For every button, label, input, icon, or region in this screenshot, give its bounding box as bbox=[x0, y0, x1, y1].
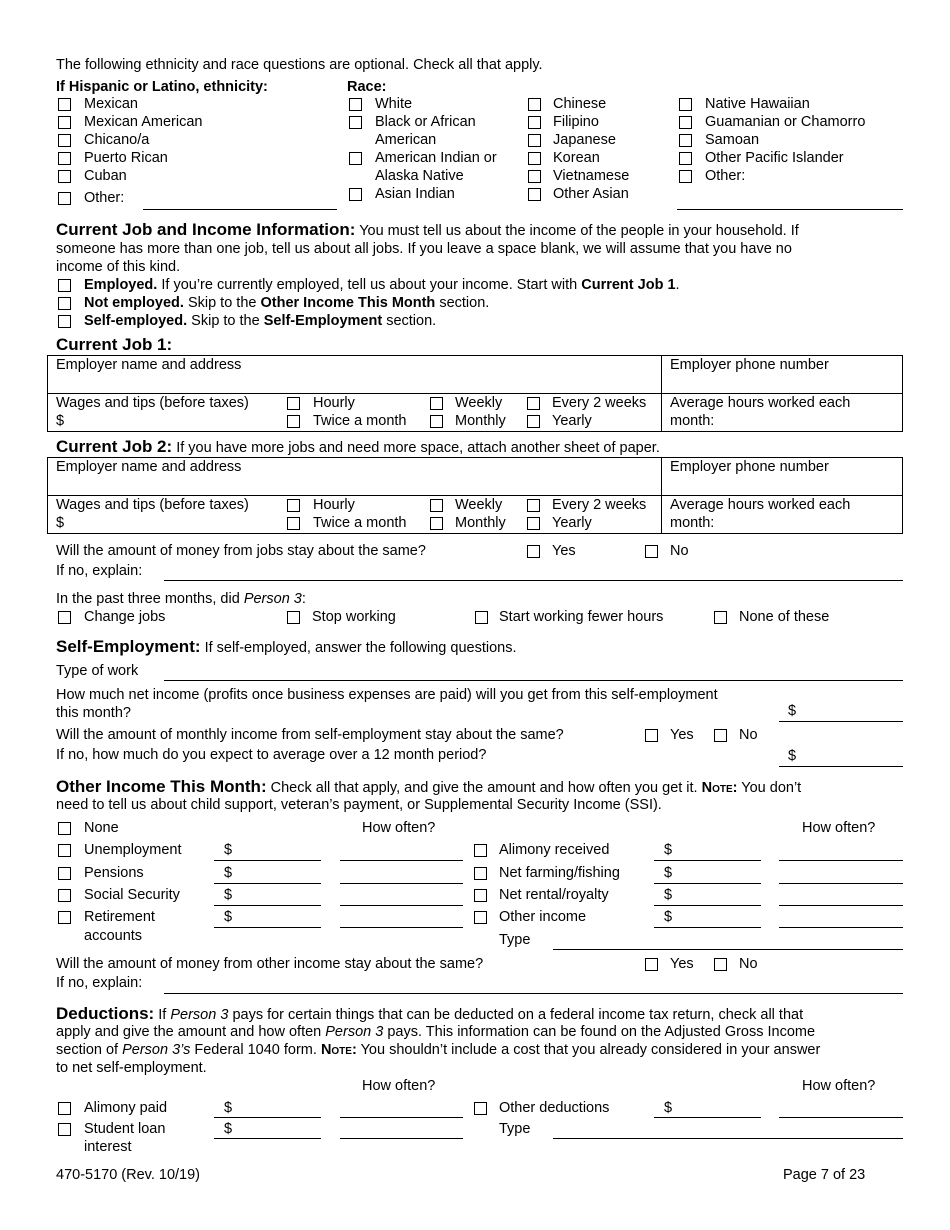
job2-monthly-label: Monthly bbox=[455, 515, 506, 531]
oi-other-frequency[interactable] bbox=[779, 927, 903, 928]
jobs-same-no-label: No bbox=[670, 543, 689, 559]
job1-wages-dollar[interactable]: $ bbox=[56, 413, 65, 429]
oi-retirement-checkbox[interactable] bbox=[58, 911, 71, 924]
job-info-text1: You must tell us about the income of the people in your household. If bbox=[359, 223, 799, 239]
oi-pensions-frequency[interactable] bbox=[340, 883, 463, 884]
oi-unemployment-checkbox[interactable] bbox=[58, 844, 71, 857]
job1-wages-label: Wages and tips (before taxes) bbox=[56, 395, 249, 411]
ded-student-loan-checkbox[interactable] bbox=[58, 1123, 71, 1136]
race-guamanian-checkbox[interactable] bbox=[679, 116, 692, 129]
eth-chicano-label: Chicano/a bbox=[84, 132, 150, 148]
deductions-t3c: You shouldn’t include a cost that you already considered in your answer bbox=[360, 1042, 821, 1058]
past3-change-jobs-label: Change jobs bbox=[84, 609, 166, 625]
race-white-label: White bbox=[375, 96, 413, 112]
job2-employer-label[interactable]: Employer name and address bbox=[56, 459, 242, 475]
oi-farming-amount[interactable] bbox=[654, 883, 761, 884]
oi-same-no-label: No bbox=[739, 956, 758, 972]
ded-other-amount[interactable] bbox=[654, 1117, 761, 1118]
type-of-work-label: Type of work bbox=[56, 663, 139, 679]
job2-phone-label[interactable]: Employer phone number bbox=[670, 459, 829, 475]
not-employed-end: section. bbox=[439, 295, 490, 311]
oi-same-no-checkbox[interactable] bbox=[714, 958, 727, 971]
oi-pensions-label: Pensions bbox=[84, 865, 144, 881]
eth-puerto-rican-label: Puerto Rican bbox=[84, 150, 168, 166]
oi-alimony-dollar: $ bbox=[664, 842, 673, 858]
self-employed-end: section. bbox=[386, 313, 437, 329]
oi-social-security-amount[interactable] bbox=[214, 905, 321, 906]
deductions-t1b: pays for certain things that can be deducted on a federal income tax return, check all that bbox=[232, 1007, 804, 1023]
past3-none-label: None of these bbox=[739, 609, 830, 625]
job1-every2-checkbox[interactable] bbox=[527, 397, 540, 410]
other-income-text3: need to tell us about child support, veteran’s payment, or Supplemental Security Income (SSI). bbox=[56, 797, 662, 813]
self-employed-text: Skip to the bbox=[191, 313, 260, 329]
oi-retirement-label: Retirement bbox=[84, 909, 155, 925]
se-same-yes-label: Yes bbox=[670, 727, 694, 743]
self-employed-option bbox=[84, 313, 436, 330]
oi-unemployment-frequency[interactable] bbox=[340, 860, 463, 861]
job1-yearly-label: Yearly bbox=[552, 413, 592, 429]
race-filipino-checkbox[interactable] bbox=[528, 116, 541, 129]
past3-colon: : bbox=[301, 591, 306, 607]
ded-student-loan-amount[interactable] bbox=[214, 1138, 321, 1139]
oi-none-checkbox[interactable] bbox=[58, 822, 71, 835]
intro-text: The following ethnicity and race questions are optional. Check all that apply. bbox=[56, 57, 543, 73]
page-number: Page 7 of 23 bbox=[783, 1167, 866, 1183]
oi-rental-amount[interactable] bbox=[654, 905, 761, 906]
ded-other-dollar: $ bbox=[664, 1100, 673, 1116]
job-info-line1 bbox=[56, 221, 799, 240]
self-employment-heading: Self-Employment: bbox=[56, 637, 201, 656]
se-same-yes-checkbox[interactable] bbox=[645, 729, 658, 742]
race-chinese-label: Chinese bbox=[553, 96, 607, 112]
race-black-label: Black or African bbox=[375, 114, 476, 130]
job1-avg-hours-label: Average hours worked each bbox=[670, 395, 851, 411]
ded-type-field[interactable] bbox=[553, 1138, 903, 1139]
job2-yearly-checkbox[interactable] bbox=[527, 517, 540, 530]
race-guamanian-label: Guamanian or Chamorro bbox=[705, 114, 866, 130]
job2-hourly-label: Hourly bbox=[313, 497, 355, 513]
type-of-work-field[interactable] bbox=[164, 680, 903, 681]
race-black-label-cont: American bbox=[375, 132, 437, 148]
job1-heading: Current Job 1: bbox=[56, 335, 173, 354]
other-income-heading: Other Income This Month: bbox=[56, 777, 267, 796]
oi-social-security-frequency[interactable] bbox=[340, 905, 463, 906]
ded-student-loan-label: Student loan bbox=[84, 1121, 166, 1137]
job2-weekly-checkbox[interactable] bbox=[430, 499, 443, 512]
oi-farming-checkbox[interactable] bbox=[474, 867, 487, 880]
job1-twice-label: Twice a month bbox=[313, 413, 407, 429]
race-filipino-label: Filipino bbox=[553, 114, 599, 130]
jobs-same-question: Will the amount of money from jobs stay about the same? bbox=[56, 543, 426, 559]
past3-person: Person 3 bbox=[243, 591, 302, 607]
oi-unemployment-label: Unemployment bbox=[84, 842, 182, 858]
oi-how-often-left: How often? bbox=[362, 820, 436, 836]
job1-employer-label[interactable]: Employer name and address bbox=[56, 357, 242, 373]
form-number: 470-5170 (Rev. 10/19) bbox=[56, 1167, 201, 1183]
ded-other-label: Other deductions bbox=[499, 1100, 610, 1116]
jobs-same-no-checkbox[interactable] bbox=[645, 545, 658, 558]
eth-mexican-american-checkbox[interactable] bbox=[58, 116, 71, 129]
past3-change-jobs-checkbox[interactable] bbox=[58, 611, 71, 624]
other-income-line1 bbox=[56, 778, 801, 797]
se-same-no-label: No bbox=[739, 727, 758, 743]
oi-alimony-checkbox[interactable] bbox=[474, 844, 487, 857]
deductions-t1a: If bbox=[158, 1007, 167, 1023]
job2-note: If you have more jobs and need more space, attach another sheet of paper. bbox=[176, 440, 660, 456]
employed-option bbox=[84, 277, 680, 294]
race-japanese-label: Japanese bbox=[553, 132, 616, 148]
job2-monthly-checkbox[interactable] bbox=[430, 517, 443, 530]
job1-every2-label: Every 2 weeks bbox=[552, 395, 647, 411]
race-native-hawaiian-label: Native Hawaiian bbox=[705, 96, 810, 112]
job1-col-divider bbox=[661, 355, 662, 432]
race-american-indian-label: American Indian or bbox=[375, 150, 497, 166]
deductions-line3 bbox=[56, 1042, 820, 1059]
job1-hourly-checkbox[interactable] bbox=[287, 397, 300, 410]
employed-text: If you’re currently employed, tell us about your income. Start with bbox=[161, 277, 578, 293]
ded-other-frequency[interactable] bbox=[779, 1117, 903, 1118]
ded-alimony-label: Alimony paid bbox=[84, 1100, 168, 1116]
race-black-checkbox[interactable] bbox=[349, 116, 362, 129]
deductions-t3a: section of bbox=[56, 1042, 119, 1058]
net-income-dollar: $ bbox=[788, 703, 797, 719]
se-average-field[interactable] bbox=[779, 766, 903, 767]
se-same-question: Will the amount of monthly income from self-employment stay about the same? bbox=[56, 727, 564, 743]
eth-other-field[interactable] bbox=[143, 209, 337, 210]
eth-cuban-checkbox[interactable] bbox=[58, 170, 71, 183]
oi-other-checkbox[interactable] bbox=[474, 911, 487, 924]
se-average-question: If no, how much do you expect to average over a 12 month period? bbox=[56, 747, 487, 763]
self-employed-ref: Self-Employment bbox=[263, 313, 383, 329]
job-info-text2: someone has more than one job, tell us about all jobs. If you leave a space blank, we will assume that you have no bbox=[56, 241, 792, 257]
past3-none-checkbox[interactable] bbox=[714, 611, 727, 624]
past3-fewer-hours-label: Start working fewer hours bbox=[499, 609, 664, 625]
oi-same-yes-label: Yes bbox=[670, 956, 694, 972]
race-asian-indian-checkbox[interactable] bbox=[349, 188, 362, 201]
deductions-t3b: Federal 1040 form. bbox=[194, 1042, 317, 1058]
oi-explain-field[interactable] bbox=[164, 993, 903, 994]
ethnicity-title: If Hispanic or Latino, ethnicity: bbox=[56, 79, 268, 95]
not-employed-bold: Not employed. bbox=[84, 295, 184, 311]
race-other-pacific-label: Other Pacific Islander bbox=[705, 150, 844, 166]
job2-heading: Current Job 2: bbox=[56, 437, 173, 456]
ded-student-loan-dollar: $ bbox=[224, 1121, 233, 1137]
deductions-heading: Deductions: bbox=[56, 1004, 155, 1023]
race-white-checkbox[interactable] bbox=[349, 98, 362, 111]
oi-retirement-frequency[interactable] bbox=[340, 927, 463, 928]
oi-rental-dollar: $ bbox=[664, 887, 673, 903]
oi-retirement-label-cont: accounts bbox=[84, 928, 143, 944]
job2-row-divider bbox=[47, 495, 903, 496]
past3-stop-working-checkbox[interactable] bbox=[287, 611, 300, 624]
net-income-question-cont: this month? bbox=[56, 705, 131, 721]
employed-ref: Current Job 1 bbox=[581, 277, 676, 293]
net-income-field[interactable] bbox=[779, 721, 903, 722]
race-chinese-checkbox[interactable] bbox=[528, 98, 541, 111]
se-same-no-checkbox[interactable] bbox=[714, 729, 727, 742]
deductions-person-poss: Person 3’s bbox=[122, 1042, 191, 1058]
oi-social-security-dollar: $ bbox=[224, 887, 233, 903]
job1-monthly-label: Monthly bbox=[455, 413, 506, 429]
job1-yearly-checkbox[interactable] bbox=[527, 415, 540, 428]
eth-other-label: Other: bbox=[84, 190, 125, 206]
oi-farming-label: Net farming/fishing bbox=[499, 865, 620, 881]
oi-social-security-label: Social Security bbox=[84, 887, 180, 903]
oi-farming-frequency[interactable] bbox=[779, 883, 903, 884]
jobs-same-yes-label: Yes bbox=[552, 543, 576, 559]
race-korean-checkbox[interactable] bbox=[528, 152, 541, 165]
race-samoan-checkbox[interactable] bbox=[679, 134, 692, 147]
oi-retirement-amount[interactable] bbox=[214, 927, 321, 928]
oi-pensions-amount[interactable] bbox=[214, 883, 321, 884]
eth-mexican-label: Mexican bbox=[84, 96, 138, 112]
oi-unemployment-amount[interactable] bbox=[214, 860, 321, 861]
race-native-hawaiian-checkbox[interactable] bbox=[679, 98, 692, 111]
deductions-person: Person 3 bbox=[170, 1007, 229, 1023]
race-other-asian-label: Other Asian bbox=[553, 186, 629, 202]
oi-how-often-right: How often? bbox=[802, 820, 876, 836]
oi-farming-dollar: $ bbox=[664, 865, 673, 881]
job2-wages-label: Wages and tips (before taxes) bbox=[56, 497, 249, 513]
oi-same-question: Will the amount of money from other income stay about the same? bbox=[56, 956, 484, 972]
race-other-field[interactable] bbox=[677, 209, 903, 210]
other-income-note-label: Note: bbox=[701, 780, 738, 796]
job2-col-divider bbox=[661, 457, 662, 534]
race-american-indian-label-cont: Alaska Native bbox=[375, 168, 464, 184]
job2-avg-hours-label: Average hours worked each bbox=[670, 497, 851, 513]
race-asian-indian-label: Asian Indian bbox=[375, 186, 455, 202]
deductions-line4: to net self-employment. bbox=[56, 1060, 207, 1076]
self-employment-note: If self-employed, answer the following questions. bbox=[204, 640, 517, 656]
oi-other-label: Other income bbox=[499, 909, 587, 925]
oi-rental-frequency[interactable] bbox=[779, 905, 903, 906]
race-other-asian-checkbox[interactable] bbox=[528, 188, 541, 201]
race-american-indian-checkbox[interactable] bbox=[349, 152, 362, 165]
jobs-same-yes-checkbox[interactable] bbox=[527, 545, 540, 558]
ded-how-often-left: How often? bbox=[362, 1078, 436, 1094]
deductions-note-label: Note: bbox=[320, 1042, 357, 1058]
job2-every2-checkbox[interactable] bbox=[527, 499, 540, 512]
job1-phone-label[interactable]: Employer phone number bbox=[670, 357, 829, 373]
eth-cuban-label: Cuban bbox=[84, 168, 127, 184]
race-vietnamese-label: Vietnamese bbox=[553, 168, 630, 184]
job2-twice-checkbox[interactable] bbox=[287, 517, 300, 530]
race-vietnamese-checkbox[interactable] bbox=[528, 170, 541, 183]
oi-alimony-frequency[interactable] bbox=[779, 860, 903, 861]
job-info-heading: Current Job and Income Information: bbox=[56, 220, 356, 239]
job2-twice-label: Twice a month bbox=[313, 515, 407, 531]
oi-social-security-checkbox[interactable] bbox=[58, 889, 71, 902]
job2-hourly-checkbox[interactable] bbox=[287, 499, 300, 512]
ded-alimony-dollar: $ bbox=[224, 1100, 233, 1116]
eth-other-checkbox[interactable] bbox=[58, 192, 71, 205]
oi-unemployment-dollar: $ bbox=[224, 842, 233, 858]
deductions-person-2: Person 3 bbox=[325, 1024, 384, 1040]
employed-checkbox[interactable] bbox=[58, 279, 71, 292]
jobs-explain-field[interactable] bbox=[164, 580, 903, 581]
oi-none-label: None bbox=[84, 820, 119, 836]
race-other-label: Other: bbox=[705, 168, 746, 184]
oi-rental-label: Net rental/royalty bbox=[499, 887, 609, 903]
deductions-line2 bbox=[56, 1024, 815, 1041]
oi-alimony-label: Alimony received bbox=[499, 842, 610, 858]
past3-prefix: In the past three months, did bbox=[56, 591, 240, 607]
oi-pensions-dollar: $ bbox=[224, 865, 233, 881]
ded-type-label: Type bbox=[499, 1121, 531, 1137]
past3-stop-working-label: Stop working bbox=[312, 609, 396, 625]
job1-monthly-checkbox[interactable] bbox=[430, 415, 443, 428]
oi-type-field[interactable] bbox=[553, 949, 903, 950]
race-japanese-checkbox[interactable] bbox=[528, 134, 541, 147]
past3-question bbox=[56, 591, 306, 608]
self-employed-checkbox[interactable] bbox=[58, 315, 71, 328]
deductions-t2b: pays. This information can be found on the Adjusted Gross Income bbox=[387, 1024, 816, 1040]
ded-other-checkbox[interactable] bbox=[474, 1102, 487, 1115]
race-title: Race: bbox=[347, 79, 387, 95]
ded-alimony-checkbox[interactable] bbox=[58, 1102, 71, 1115]
oi-explain-label: If no, explain: bbox=[56, 975, 143, 991]
jobs-explain-label: If no, explain: bbox=[56, 563, 143, 579]
oi-same-yes-checkbox[interactable] bbox=[645, 958, 658, 971]
oi-other-dollar: $ bbox=[664, 909, 673, 925]
eth-mexican-checkbox[interactable] bbox=[58, 98, 71, 111]
other-income-text2: You don’t bbox=[741, 780, 802, 796]
job1-row-divider bbox=[47, 393, 903, 394]
eth-puerto-rican-checkbox[interactable] bbox=[58, 152, 71, 165]
job2-weekly-label: Weekly bbox=[455, 497, 503, 513]
not-employed-checkbox[interactable] bbox=[58, 297, 71, 310]
race-korean-label: Korean bbox=[553, 150, 600, 166]
not-employed-ref: Other Income This Month bbox=[260, 295, 436, 311]
eth-mexican-american-label: Mexican American bbox=[84, 114, 203, 130]
deductions-t2a: apply and give the amount and how often bbox=[56, 1024, 322, 1040]
job2-heading-line bbox=[56, 438, 660, 457]
net-income-question: How much net income (profits once business expenses are paid) will you get from this self-employment bbox=[56, 687, 718, 703]
job1-hourly-label: Hourly bbox=[313, 395, 355, 411]
job-info-text3: income of this kind. bbox=[56, 259, 181, 275]
employed-end: . bbox=[675, 277, 680, 293]
job1-weekly-label: Weekly bbox=[455, 395, 503, 411]
job2-avg-hours-month[interactable]: month: bbox=[670, 515, 715, 531]
self-employed-bold: Self-employed. bbox=[84, 313, 188, 329]
oi-rental-checkbox[interactable] bbox=[474, 889, 487, 902]
past3-fewer-hours-checkbox[interactable] bbox=[475, 611, 488, 624]
oi-type-label: Type bbox=[499, 932, 531, 948]
se-average-dollar: $ bbox=[788, 748, 797, 764]
oi-alimony-amount[interactable] bbox=[654, 860, 761, 861]
job2-wages-dollar[interactable]: $ bbox=[56, 515, 65, 531]
not-employed-text: Skip to the bbox=[187, 295, 257, 311]
employed-bold: Employed. bbox=[84, 277, 158, 293]
job1-weekly-checkbox[interactable] bbox=[430, 397, 443, 410]
ded-student-loan-frequency[interactable] bbox=[340, 1138, 463, 1139]
not-employed-option bbox=[84, 295, 489, 312]
oi-other-amount[interactable] bbox=[654, 927, 761, 928]
race-other-pacific-checkbox[interactable] bbox=[679, 152, 692, 165]
oi-pensions-checkbox[interactable] bbox=[58, 867, 71, 880]
job1-avg-hours-month[interactable]: month: bbox=[670, 413, 715, 429]
eth-chicano-checkbox[interactable] bbox=[58, 134, 71, 147]
race-samoan-label: Samoan bbox=[705, 132, 760, 148]
job2-yearly-label: Yearly bbox=[552, 515, 592, 531]
oi-retirement-dollar: $ bbox=[224, 909, 233, 925]
deductions-line1 bbox=[56, 1005, 803, 1024]
self-employment-heading-line bbox=[56, 638, 516, 657]
other-income-text1: Check all that apply, and give the amount and how often you get it. bbox=[270, 780, 698, 796]
job1-twice-checkbox[interactable] bbox=[287, 415, 300, 428]
ded-alimony-amount[interactable] bbox=[214, 1117, 321, 1118]
ded-how-often-right: How often? bbox=[802, 1078, 876, 1094]
ded-student-loan-label-cont: interest bbox=[84, 1139, 132, 1155]
race-other-checkbox[interactable] bbox=[679, 170, 692, 183]
job2-every2-label: Every 2 weeks bbox=[552, 497, 647, 513]
ded-alimony-frequency[interactable] bbox=[340, 1117, 463, 1118]
